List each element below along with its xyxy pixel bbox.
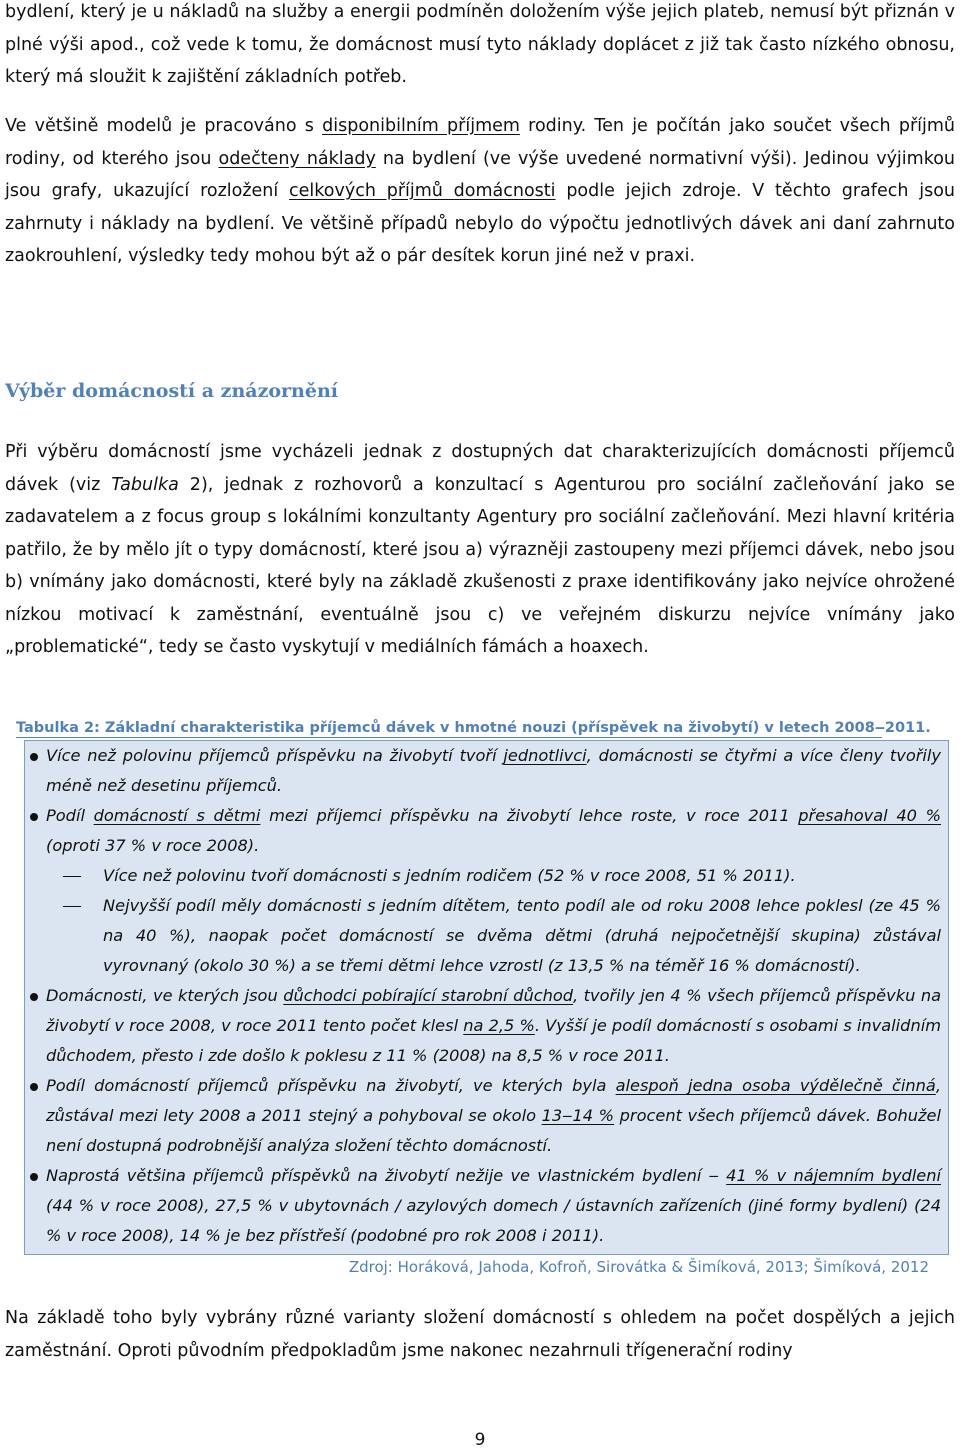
list-item: Domácnosti, ve kterých jsou důchodci pobírající starobní důchod, tvořily jen 4 % všech příjemců příspěvku na živobytí v roce 2008, v roce 2011 tento počet klesl na 2,5 %. Vyšší je podíl domácností s osobami s invalidním důchodem, přesto i zde došlo k poklesu z 11 % (2008) na 8,5 % v roce 2011. xyxy=(25,981,950,1071)
list-item: Naprostá většina příjemců příspěvků na živobytí nežije ve vlastnickém bydlení ‒ 41 % v nájemním bydlení (44 % v roce 2008), 27,5 % v ubytovnách / azylových domech / ústavních zařízeních (jiné formy bydlení) (24 % v roce 2008), 14 % je bez přístřeší (podobné pro rok 2008 i 2011). xyxy=(25,1161,950,1251)
table-box xyxy=(24,740,949,1255)
paragraph-variants: Na základě toho byly vybrány různé varianty složení domácností s ohledem na počet dospělých a jejich zaměstnání. Oproti původním předpokladům jsme nakonec nezahrnuli třígenerační rodiny xyxy=(5,1308,955,1361)
bullet-icon xyxy=(30,753,38,761)
underlined-term: disponibilním příjmem xyxy=(322,116,520,136)
table-source: Zdroj: Horáková, Jahoda, Kofroň, Sirovátka & Šimíková, 2013; Šimíková, 2012 xyxy=(348,1258,929,1276)
sub-list-item: Více než polovinu tvoří domácnosti s jedním rodičem (52 % v roce 2008, 51 % 2011). xyxy=(25,861,950,891)
paragraph-disposable-income: Ve většině modelů je pracováno s disponibilním příjmem rodiny. Ten je počítán jako součet všech příjmů rodiny, od kterého jsou odečteny náklady na bydlení (ve výše uvedené normativní výši). Jedinou výjimkou jsou grafy, ukazující rozložení celkových příjmů domácnosti podle jejich zdroje. V těchto grafech jsou zahrnuty i náklady na bydlení. Ve většině případů nebylo do výpočtu jednotlivých dávek ani daní zahrnuto zaokrouhlení, výsledky tedy mohou být až o pár desítek korun jiné než v praxi. xyxy=(5,116,956,266)
sub-list-item: Nejvyšší podíl měly domácnosti s jedním dítětem, tento podíl ale od roku 2008 lehce poklesl (ze 45 % na 40 %), naopak počet domácností se dvěma dětmi (druhá nejpočetnější skupina) zůstával vyrovnaný (okolo 30 %) a se třemi dětmi lehce vzrostl (z 13,5 % na téměř 16 % domácností). xyxy=(25,891,950,981)
table-reference-link[interactable]: Tabulka xyxy=(111,474,179,495)
section-heading: Výběr domácností a znázornění xyxy=(5,380,338,402)
underlined-term: odečteny náklady xyxy=(218,148,376,169)
bullet-list xyxy=(25,741,950,1251)
underlined-term: celkových příjmů domácnosti xyxy=(289,181,556,201)
bullet-icon xyxy=(30,813,38,821)
list-item: Více než polovinu příjemců příspěvku na živobytí tvoří jednotlivci, domácnosti se čtyřmi a více členy tvořily méně než desetinu příjemců. xyxy=(25,741,950,801)
table-caption: Tabulka 2: Základní charakteristika příjemců dávek v hmotné nouzi (příspěvek na živobytí) v letech 2008‒2011. xyxy=(16,720,931,736)
dash-icon xyxy=(63,876,81,877)
page-number: 9 xyxy=(474,1430,486,1450)
list-item: Podíl domácností příjemců příspěvku na živobytí, ve kterých byla alespoň jedna osoba výdělečně činná, zůstával mezi lety 2008 a 2011 stejný a pohyboval se okolo 13‒14 % procent všech příjemců dávek. Bohužel není dostupná podrobnější analýza složení těchto domácností. xyxy=(25,1071,950,1161)
bullet-icon xyxy=(30,1083,38,1091)
bullet-icon xyxy=(30,1173,38,1181)
paragraph-household-selection: Při výběru domácností jsme vycházeli jednak z dostupných dat charakterizujících domácnosti příjemců dávek (viz Tabulka 2), jednak z rozhovorů a konzultací s Agenturou pro sociální začleňování jako se zadavatelem a z focus group s lokálními konzultanty Agentury pro sociální začleňování. Mezi hlavní kritéria patřilo, že by mělo jít o typy domácností, které jsou a) výrazněji zastoupeny mezi příjemci dávek, nebo jsou b) vnímány jako domácnosti, které byly na základě zkušenosti z praxe identifikovány jako nejvíce ohrožené nízkou motivací k zaměstnání, eventuálně jsou c) ve veřejném diskurzu nejvíce vnímány jako „problematické“, tedy se často vyskytují v mediálních fámách a hoaxech. xyxy=(5,442,955,657)
dash-icon xyxy=(63,906,81,907)
caption-divider xyxy=(16,737,882,738)
paragraph-housing-costs: bydlení, který je u nákladů na služby a energii podmíněn doložením výše jejich plateb, nemusí být přiznán v plné výši apod., což vede k tomu, že domácnost musí tyto náklady doplácet z již tak často nízkého obnosu, který má sloužit k zajištění základních potřeb. xyxy=(5,2,955,87)
list-item: Podíl domácností s dětmi mezi příjemci příspěvku na živobytí lehce roste, v roce 2011 přesahoval 40 % (oproti 37 % v roce 2008). xyxy=(25,801,950,861)
bullet-icon xyxy=(30,993,38,1001)
